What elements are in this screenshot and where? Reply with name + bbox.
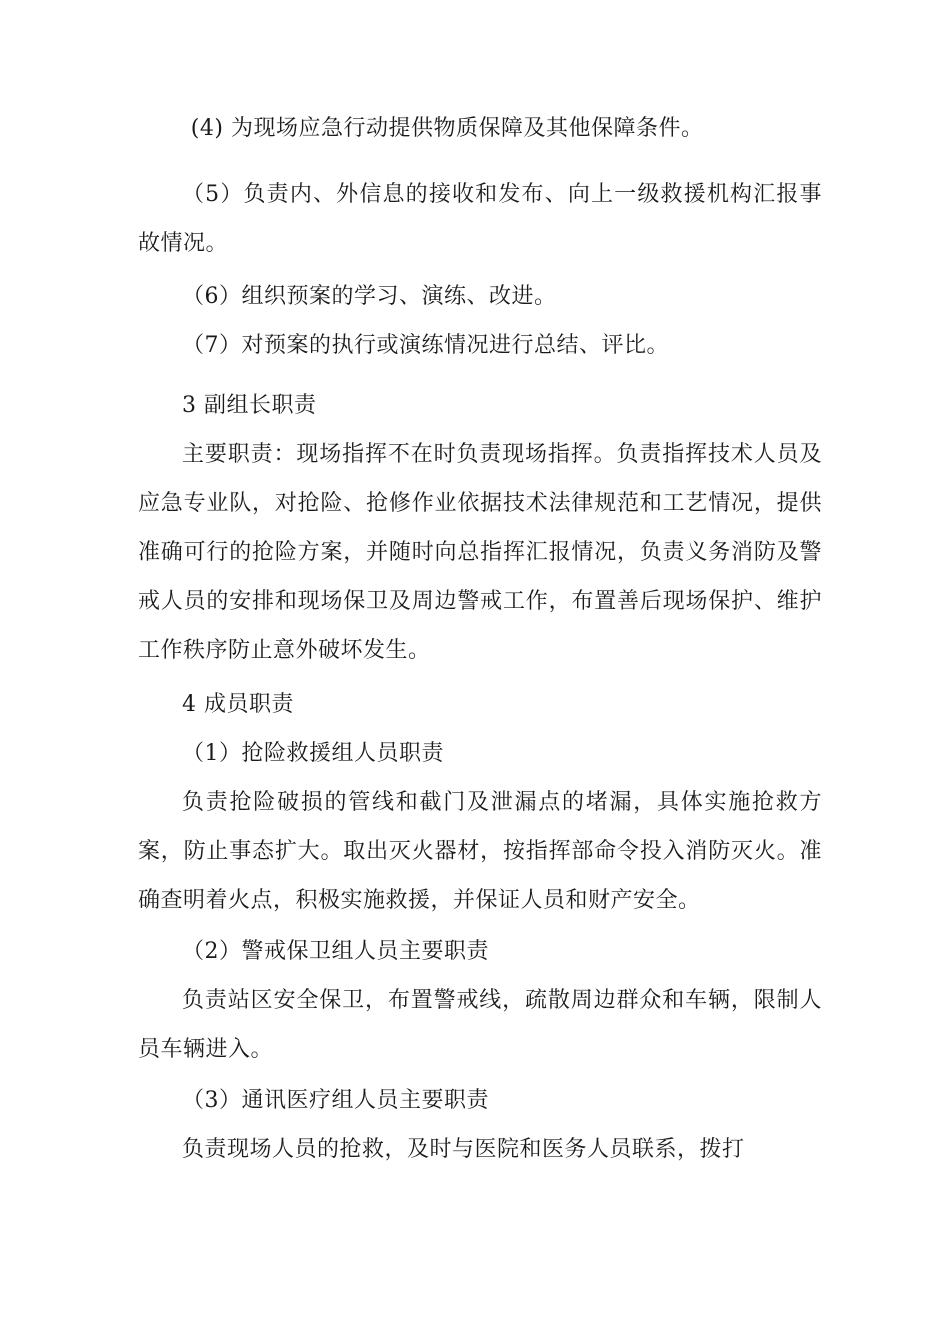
paragraph-item-4-material-support: (4) 为现场应急行动提供物质保障及其他保障条件。 [190, 116, 704, 141]
section-heading-deputy-leader: 3 副组长职责 [182, 393, 317, 418]
paragraph-item-5-information: （5）负责内、外信息的接收和发布、向上一级救援机构汇报事故情况。 [138, 182, 822, 256]
paragraph-item-7-summary: （7）对预案的执行或演练情况进行总结、评比。 [182, 333, 669, 358]
paragraph-deputy-leader-duties: 主要职责：现场指挥不在时负责现场指挥。负责指挥技术人员及应急专业队，对抢险、抢修作业依据技术法律规范和工艺情况，提供准确可行的抢险方案，并随时向总指挥汇报情况，负责义务消防及警戒人员的安排和现场保卫及周边警戒工作，布置善后现场保护、维护工作秩序防止意外破坏发生。 [138, 442, 822, 663]
paragraph-security-team-duties: 负责站区安全保卫，布置警戒线，疏散周边群众和车辆，限制人员车辆进入。 [138, 988, 822, 1062]
paragraph-communication-medical-duties: 负责现场人员的抢救，及时与医院和医务人员联系，拨打 [182, 1137, 745, 1162]
paragraph-item-6-training: （6）组织预案的学习、演练、改进。 [182, 284, 557, 309]
subheading-communication-medical-team: （3）通讯医疗组人员主要职责 [182, 1088, 489, 1113]
paragraph-rescue-team-duties: 负责抢险破损的管线和截门及泄漏点的堵漏，具体实施抢救方案，防止事态扩大。取出灭火器材，按指挥部命令投入消防灭火。准确查明着火点，积极实施救援，并保证人员和财产安全。 [138, 790, 822, 913]
subheading-security-team: （2）警戒保卫组人员主要职责 [182, 939, 489, 964]
section-heading-member-duties: 4 成员职责 [182, 692, 294, 717]
subheading-rescue-team: （1）抢险救援组人员职责 [182, 741, 444, 766]
